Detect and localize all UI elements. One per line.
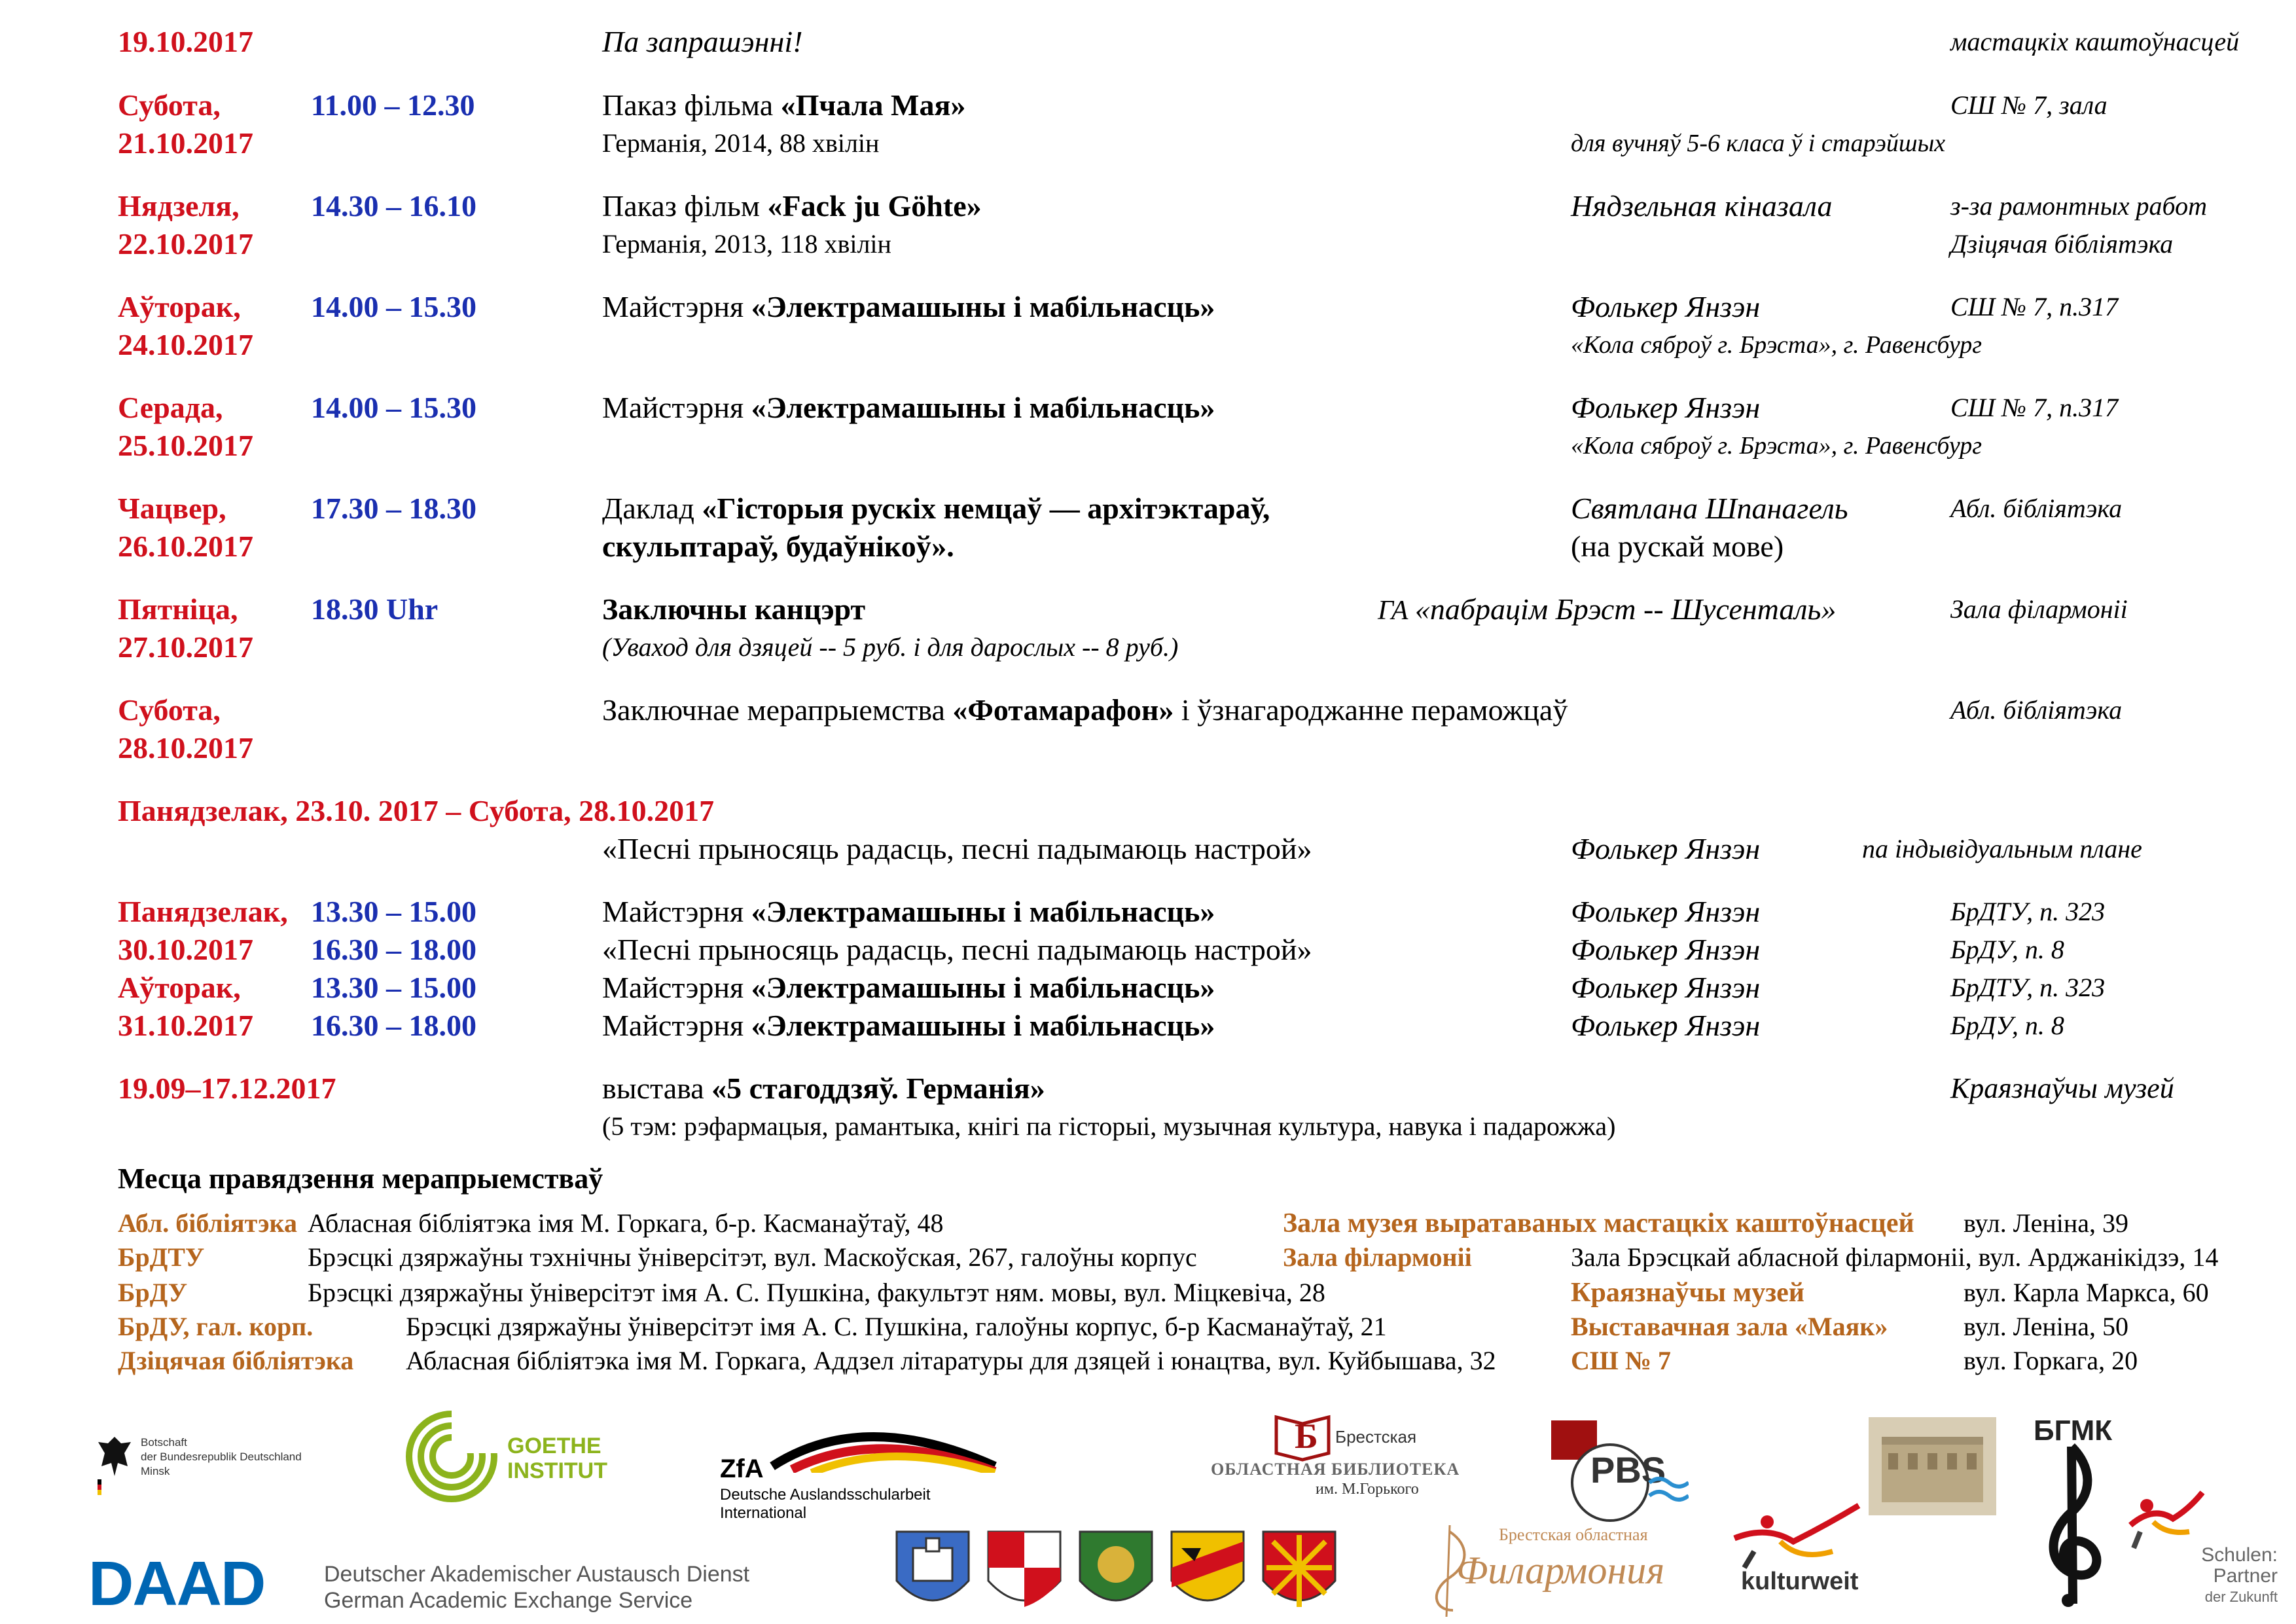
event-title: Майстэрня «Электрамашыны і мабільнасць» [602,1009,1215,1042]
event-subtitle: Германія, 2014, 88 хвілін [602,128,880,158]
event-person: Фолькер Янзэн [1571,933,1761,966]
event-title: Па запрашэнні! [602,25,803,58]
event-location: БрДУ, п. 8 [1950,1011,2064,1040]
event-day: Субота, [118,88,221,122]
embassy-line: der Bundesrepublik Deutschland [141,1451,302,1463]
venue-row [118,1310,2278,1344]
event-title: Майстэрня «Электрамашыны і мабільнасць» [602,290,1215,323]
daad-logo [88,1549,285,1619]
event-title: Заключны канцэрт [602,592,866,626]
event-date: 31.10.2017 [118,1009,253,1042]
event-day: Пятніца, [118,592,238,626]
event-day: Нядзеля, [118,189,240,223]
event-23-28-10 [118,792,2278,868]
venue-abbr: Выставачная зала «Маяк» [1571,1312,1888,1341]
event-time: 11.00 – 12.30 [311,88,475,122]
library-line: Брестская [1335,1427,1417,1447]
event-location: БрДТУ, п. 323 [1950,973,2106,1002]
svg-text:PBS: PBS [1590,1449,1666,1490]
venue-address: вул. Леніна, 39 [1964,1208,2129,1238]
venue-abbr: Краязнаўчы музей [1571,1278,1804,1308]
event-22-10 [118,187,2278,263]
building-icon [1869,1417,1996,1515]
goethe-logo [403,1407,638,1506]
venues-title: Месца правядзення мерапрыемстваў [118,1163,603,1195]
bgmk-logo [2032,1407,2117,1610]
event-time: 13.30 – 15.00 [311,895,476,928]
event-location: з-за рамонтных работ [1950,191,2207,221]
event-date: 26.10.2017 [118,530,253,563]
event-date: 30.10.2017 [118,933,253,966]
embassy-line: Botschaft [141,1436,187,1449]
event-location: Абл. бібліятэка [1950,695,2123,725]
event-location: Зала філармоніі [1950,594,2128,624]
event-21-10 [118,86,2278,162]
event-time: 17.30 – 18.30 [311,492,476,525]
event-price: (Уваход для дзяцей -- 5 руб. і для дарослых -- 8 руб.) [602,632,1179,662]
library-line: ОБЛАСТНАЯ БИБЛИОТЕКА [1211,1460,1460,1479]
venue-abbr: Зала філармоніі [1283,1242,1472,1272]
event-day: Аўторак, [118,971,241,1004]
event-person: Фолькер Янзэн [1571,1009,1761,1042]
venue-address: вул. Леніна, 50 [1964,1312,2129,1341]
venue-address: Абласная бібліятэка імя М. Горкага, б-р. Касманаўтаў, 48 [308,1208,944,1238]
pasch-line: Schulen: [2201,1544,2278,1566]
event-person: Святлана Шпанагель [1571,492,1848,525]
zfa-title: ZfA [720,1454,764,1483]
pasch-figure-icon [2127,1486,2206,1551]
philharmonic-line: Брестская областная [1499,1525,1648,1544]
embassy-logo [95,1430,357,1502]
event-location: Краязнаўчы музей [1950,1072,2174,1104]
venue-row [118,1240,2278,1274]
venue-row [118,1344,2278,1378]
event-location: па індывідуальным плане [1862,834,2142,863]
zfa-logo [720,1420,1008,1522]
event-date: 28.10.2017 [118,731,253,765]
event-date: 22.10.2017 [118,227,253,261]
event-subtitle: (5 тэм: рэфармацыя, рамантыка, кнігі па гісторыі, музычная культура, навука і падарожжа) [602,1111,1616,1141]
kulturweit-figure-icon [1728,1499,1885,1571]
venue-abbr: Дзіцячая бібліятэка [118,1346,354,1375]
library-line: им. М.Горького [1316,1481,1419,1498]
event-row [118,1007,2278,1045]
venue-address: Абласная бібліятэка імя М. Горкага, Аддзел літаратуры для дзяцей і юнацтва, вул. Куйбышава, 32 [406,1346,1496,1375]
event-day: Аўторак, [118,290,241,323]
event-25-10 [118,389,2278,465]
event-30-31-10 [118,893,2278,1045]
event-title: Майстэрня «Электрамашыны і мабільнасць» [602,971,1215,1004]
venue-abbr: БрДУ, гал. корп. [118,1312,314,1341]
event-date: 27.10.2017 [118,630,253,664]
event-language: (на рускай мове) [1571,530,1784,563]
pasch-line: Partner [2213,1565,2278,1587]
event-date: 19.10.2017 [118,25,253,58]
svg-text:Б: Б [1295,1416,1318,1456]
event-person: Нядзельная кіназала [1571,189,1833,223]
daad-text [324,1561,848,1614]
venue-address: вул. Карла Маркса, 60 [1964,1278,2209,1307]
venue-abbr: БрДУ [118,1278,188,1307]
museum-photo [1869,1417,1996,1515]
venue-address: Брэсцкі дзяржаўны ўніверсітэт імя А. С. Пушкіна, галоўны корпус, б-р Касманаўтаў, 21 [406,1312,1387,1341]
event-row [118,931,2278,969]
kulturweit-wordmark: kulturweit [1741,1568,1859,1595]
pasch-logo [2127,1486,2291,1617]
event-title: Даклад «Гісторыя рускіх немцаў — архітэктараў, [602,492,1270,525]
venue-address: Брэсцкі дзяржаўны тэхнічны ўніверсітэт, вул. Маскоўская, 267, галоўны корпус [308,1242,1197,1272]
pbs-logo [1545,1420,1689,1532]
venue-address: Зала Брэсцкай абласной філармоніі, вул. Арджанікідзэ, 14 [1571,1242,2219,1272]
embassy-line: Minsk [141,1465,170,1477]
coats-of-arms [893,1528,1338,1614]
event-title: выстава «5 стагоддзяў. Германія» [602,1072,1045,1105]
event-26-10 [118,490,2278,566]
coat-of-arms-icons [893,1528,1338,1614]
venue-address: Брэсцкі дзяржаўны ўніверсітэт імя А. С. Пушкіна, факультэт ням. мовы, вул. Міцкевіча, 28 [308,1278,1325,1307]
venue-abbr: Зала музея выратаваных мастацкіх каштоўнасцей [1283,1208,1914,1238]
event-day: Субота, [118,693,221,727]
venue-row [118,1206,2278,1240]
svg-text:БГМК: БГМК [2034,1415,2113,1447]
event-location-2: Дзіцячая бібліятэка [1950,229,2174,259]
event-day: Панядзелак, [118,895,288,928]
event-organizer: «Кола сяброў г. Брэста», г. Равенсбург [1571,432,1982,460]
event-title-2: скульптараў, будаўнікоў». [602,530,954,563]
event-title: «Песні прыносяць радасць, песні падымаюць настрой» [602,933,1312,966]
event-time: 18.30 Uhr [311,592,439,626]
event-title: Паказ фільма «Пчала Мая» [602,88,966,122]
event-location: БрДТУ, п. 323 [1950,897,2106,926]
event-title: «Песні прыносяць радасць, песні падымаюць настрой» [602,832,1312,865]
event-location: СШ № 7, п.317 [1950,292,2119,321]
event-person: Фолькер Янзэн [1571,971,1761,1004]
event-time: 14.30 – 16.10 [311,189,476,223]
event-location: БрДУ, п. 8 [1950,935,2064,964]
daad-line: German Academic Exchange Service [324,1588,693,1613]
kulturweit-logo [1728,1499,1885,1610]
zfa-line: Deutsche Auslandsschularbeit [720,1486,931,1504]
goethe-spiral-icon [403,1407,501,1506]
event-organizer: «Кола сяброў г. Брэста», г. Равенсбург [1571,331,1982,359]
philharmonic-line: Филармония [1456,1549,1665,1592]
venue-abbr: Абл. бібліятэка [118,1208,297,1238]
daad-wordmark: DAAD [88,1549,265,1619]
event-time: 16.30 – 18.00 [311,933,476,966]
event-note: для вучняў 5-6 класа ў і старэйшых [1571,130,1946,157]
event-person: Фолькер Янзэн [1571,290,1761,323]
venue-address: вул. Горкага, 20 [1964,1346,2138,1375]
treble-clef-icon [2032,1407,2117,1610]
venue-abbr: БрДТУ [118,1242,205,1272]
event-location: СШ № 7, зала [1950,90,2108,120]
event-person: Фолькер Янзэн [1571,832,1761,865]
daad-line: Deutscher Akademischer Austausch Dienst [324,1562,750,1587]
event-row [118,893,2278,931]
event-title: Майстэрня «Электрамашыны і мабільнасць» [602,895,1215,928]
event-row [118,969,2278,1007]
event-date: 24.10.2017 [118,328,253,361]
event-location: мастацкіх каштоўнасцей [1950,27,2240,56]
event-date-range: 19.09–17.12.2017 [118,1072,336,1105]
goethe-line: INSTITUT [507,1458,607,1483]
event-location: Абл. бібліятэка [1950,494,2123,523]
venue-row [118,1276,2278,1310]
library-logo [1211,1407,1525,1506]
event-time: 14.00 – 15.30 [311,290,476,323]
event-28-10 [118,691,2278,767]
event-person: Фолькер Янзэн [1571,391,1761,424]
event-day: Чацвер, [118,492,226,525]
event-title: Паказ фільм «Fack ju Göhte» [602,189,982,223]
event-date: 25.10.2017 [118,429,253,462]
event-date: 21.10.2017 [118,126,253,160]
event-subtitle: Германія, 2013, 118 хвілін [602,229,891,259]
event-time: 13.30 – 15.00 [311,971,476,1004]
event-day: Серада, [118,391,223,424]
pasch-line: der Zukunft [2204,1589,2278,1605]
goethe-line: GOETHE [507,1434,601,1458]
german-eagle-icon [95,1430,134,1496]
venue-abbr: СШ № 7 [1571,1346,1672,1375]
event-date-range: Панядзелак, 23.10. 2017 – Субота, 28.10.2017 [118,794,715,827]
event-27-10 [118,590,2278,666]
philharmonic-logo [1417,1519,1666,1617]
event-person: Фолькер Янзэн [1571,895,1761,928]
library-book-icon [1270,1407,1335,1466]
event-19-10 [118,23,2278,61]
event-24-10 [118,288,2278,364]
event-organizer: ГА «пабрацім Брэст -- Шусенталь» [1378,592,1837,626]
event-title: Майстэрня «Электрамашыны і мабільнасць» [602,391,1215,424]
pbs-emblem-icon [1545,1420,1689,1532]
event-exhibition [118,1070,2278,1140]
zfa-line: International [720,1504,807,1522]
event-location: СШ № 7, п.317 [1950,393,2119,422]
event-time: 14.00 – 15.30 [311,391,476,424]
event-time: 16.30 – 18.00 [311,1009,476,1042]
event-title: Заключнае мерапрыемства «Фотамарафон» і ўзнагароджанне пераможцаў [602,693,1568,727]
